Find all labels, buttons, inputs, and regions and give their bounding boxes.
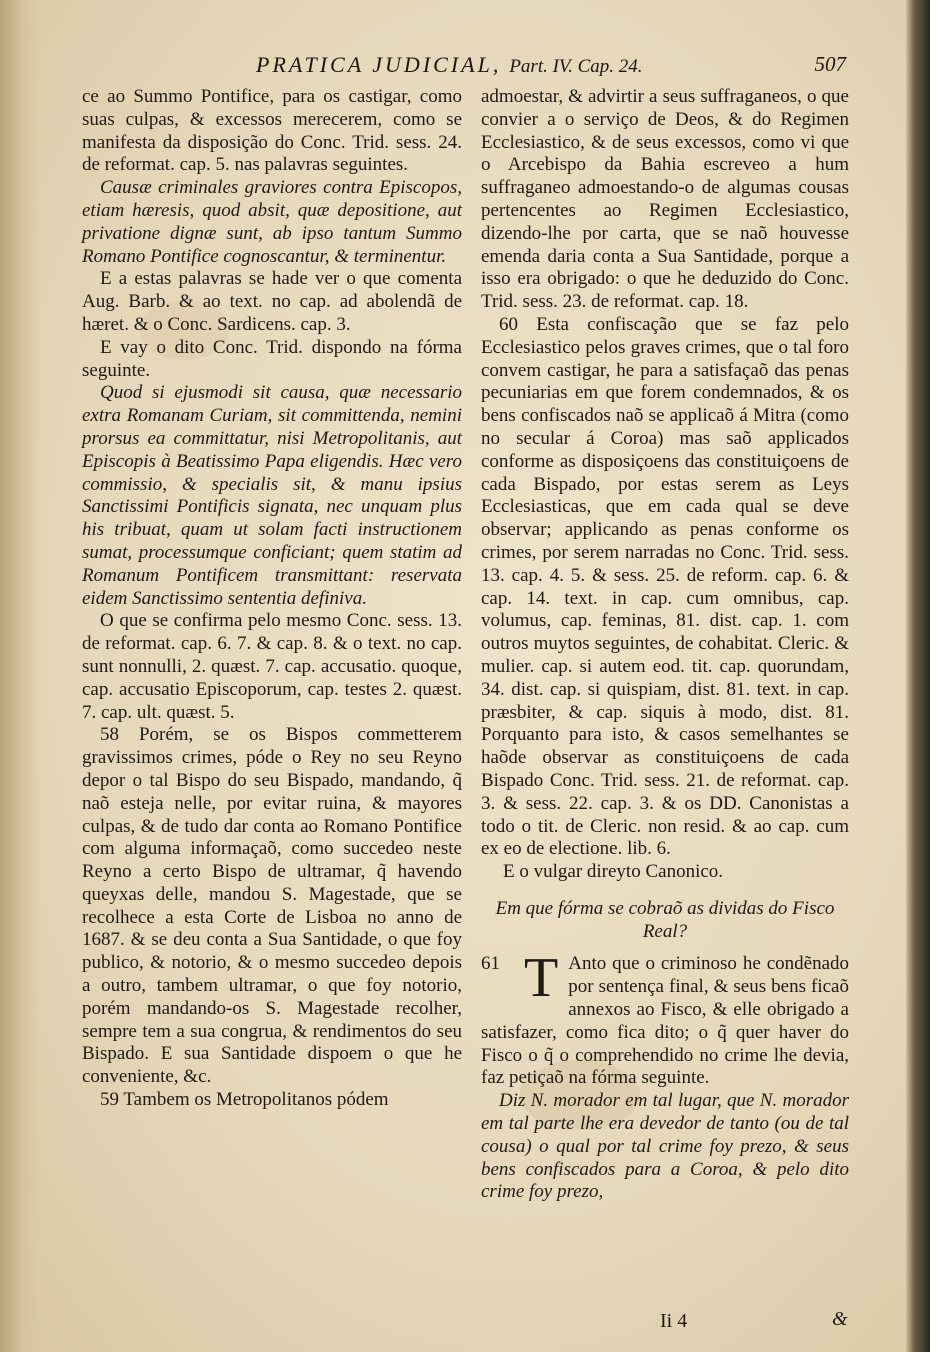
- page-header: [76, 52, 846, 86]
- spine-shadow: [0, 0, 40, 1352]
- petition-formula: Diz N. morador em tal lugar, que N. morador em tal parte lhe era devedor de tanto (ou de tal cousa) o qual por tal crime foy prezo, & seus bens confiscados para a Coroa, & pelo dito crime foy prezo,: [481, 1090, 849, 1203]
- running-title-text: PRATICA JUDICIAL,: [256, 52, 502, 77]
- right-column: [481, 86, 849, 1204]
- paragraph-61-text: Anto que o criminoso he condẽnado por sentença final, & seus bens ficaõ annexos ao Fisco, & elle obrigado a satisfazer, como fica dito; o q̃ quer haver do Fisco o q̃ o comprehendido no crime lhe devia, faz petiçaõ na fórma seguinte.: [481, 953, 849, 1089]
- latin-quote: Quod si ejusmodi sit causa, quæ necessario extra Romanam Curiam, sit committenda, nemini prorsus ea committatur, nisi Metropolitanis, aut Episcopis à Beatissimo Papa eligendis. Hæc vero commissio, & specialis sit, & manu ipsius Sanctissimi Pontificis signata, nec unquam plus his tribuat, quam ut solam facti instructionem sumat, processumque conficiant; quem statim ad Romanum Pontificem transmittant: reservata eidem Sanctissimo sententia definiva.: [82, 382, 462, 609]
- page-number: 507: [814, 52, 846, 76]
- paragraph-60: 60 Esta confiscação que se faz pelo Ecclesiastico pelos graves crimes, que o tal foro convem castigar, he para a satisfaçaõ das penas pecuniarias em que forem condemnados, & os bens confiscados naõ se applicaõ á Mitra (como no secular á Coroa) mas saõ applicados conforme as disposiçoens das constituiçoens de cada Bispado, por estas serem as Leys Ecclesiasticas, que em cada qual se deve observar; applicando as penas conforme os crimes, por serem narradas no Conc. Trid. sess. 13. cap. 4. 5. & sess. 25. de reform. cap. 6. & cap. 14. text. in cap. cum omnibus, cap. volumus, cap. feminas, 81. dist. cap. 1. com outros muytos seguintes, de cohabitat. Cleric. & mulier. cap. si autem eod. tit. cap. quorundam, 34. dist. cap. si quispiam, dist. 81. text. in cap. præsbiter, & cap. siquis à modo, dist. 81. Porquanto para isto, & casos semelhantes se haõde observar as constituiçoens de cada Bispado Conc. Trid. sess. 21. de reformat. cap. 3. & sess. 22. cap. 3. & os DD. Canonistas a todo o tit. de Cleric. non resid. & ao cap. cum ex eo de electione. lib. 6.: [481, 313, 849, 860]
- paragraph: ce ao Summo Pontifice, para os castigar, como suas culpas, & excessos merecerem, como se manifesta da disposição do Conc. Trid. sess. 24. de reformat. cap. 5. nas palavras seguintes.: [82, 86, 462, 176]
- page-edge-shadow: [906, 0, 930, 1352]
- running-title: [256, 52, 643, 78]
- paragraph: O que se confirma pelo mesmo Conc. sess. 13. de reformat. cap. 6. 7. & cap. 8. & o text. no cap. sunt nonnulli, 2. quæst. 7. cap. accusatio. quoque, cap. accusatio Episcoporum, cap. testes 2. quæst. 7. cap. ult. quæst. 5.: [82, 610, 462, 723]
- closing-line: E o vulgar direyto Canonico.: [503, 861, 724, 883]
- part-chapter-ref: Part. IV. Cap. 24.: [509, 56, 643, 77]
- drop-cap: T: [524, 947, 559, 1010]
- paragraph: E a estas palavras se hade ver o que comenta Aug. Barb. & ao text. no cap. ad abolendã de hæret. & o Conc. Sardicens. cap. 3.: [82, 268, 462, 335]
- catchword: &: [832, 1308, 848, 1330]
- paragraph-continuation: admoestar, & advirtir a seus suffraganeos, o que convier a o serviço de Deos, & do Regimen Ecclesiastico, & de seus excessos, como vi que o Arcebispo da Bahia escreveo a hum suffraganeo admoestando-o de algumas cousas pertencentes ao Regimen Ecclesiastico, dizendo-lhe por carta, que se naõ houvesse emenda daria conta a Sua Santidade, porque a isso era obrigado: o que he deduzido do Conc. Trid. sess. 23. de reformat. cap. 18.: [481, 86, 849, 313]
- left-column: [82, 86, 462, 1112]
- section-heading: Em que fórma se cobraõ as dividas do Fisco Real?: [495, 897, 835, 942]
- paragraph-59-start: 59 Tambem os Metropolitanos pódem: [100, 1089, 389, 1111]
- paragraph: E vay o dito Conc. Trid. dispondo na fórma seguinte.: [82, 336, 462, 381]
- paragraph-58: 58 Porém, se os Bispos commetterem gravissimos crimes, póde o Rey no seu Reyno depor o tal Bispo do seu Bispado, mandando, q̃ naõ esteja nelle, por evitar ruina, & mayores culpas, & de tudo dar conta ao Romano Pontifice com alguma informaçaõ, como succedeo neste Reyno a certo Bispo de ultramar, q̃ havendo queyxas delle, mandou S. Magestade, que se recolhece a esta Corte de Lisboa no anno de 1687. & se deu conta a Sua Santidade, o que foy publico, & notorio, & o mesmo succedeo depois a outro, tambem ultramar, o que foy notorio, porém mandando-os S. Magestade recolher, sempre tem a sua congrua, & rendimentos do seu Bispado. E sua Santidade dispoem o que he conveniente, &c.: [82, 724, 462, 1088]
- latin-quote: Causæ criminales graviores contra Episcopos, etiam hæresis, quod absit, quæ depositione, aut privatione dignæ sunt, ab ipso tantum Summo Romano Pontifice cognoscantur, & terminentur.: [82, 177, 462, 267]
- paragraph-61: [481, 947, 849, 1090]
- paragraph-number: 61: [481, 953, 500, 975]
- signature-mark: Ii 4: [660, 1310, 688, 1332]
